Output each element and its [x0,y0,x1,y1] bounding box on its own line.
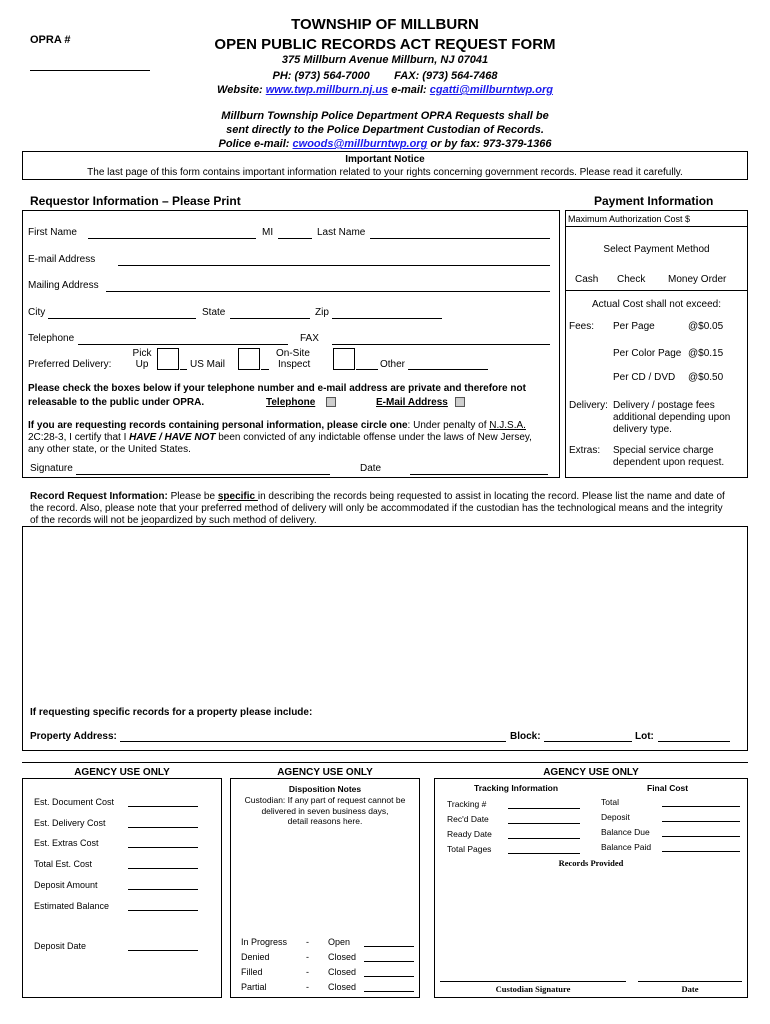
preferred-delivery-label: Preferred Delivery: [28,359,112,370]
estimated-balance-field[interactable] [128,910,198,911]
record-request-line-3: of the records will not be jeopardized by such method of delivery. [30,515,317,526]
signature-field[interactable] [76,474,330,475]
onsite-checkbox[interactable] [333,348,355,370]
city-label: City [28,307,46,318]
deposit-amount-field[interactable] [128,889,198,890]
total-est-cost-label: Total Est. Cost [34,859,93,869]
status-dash-1: - [306,937,309,947]
select-payment-method: Select Payment Method [603,244,710,255]
city-field[interactable] [48,318,196,319]
ready-date-field[interactable] [508,838,580,839]
form-title-2: OPEN PUBLIC RECORDS ACT REQUEST FORM [214,36,556,53]
deposit-amount-label: Deposit Amount [34,880,98,890]
delivery-fees-line-1: Delivery / postage fees [613,400,715,411]
mailing-address-field[interactable] [106,291,550,292]
us-mail-checkbox[interactable] [238,348,260,370]
property-address-label: Property Address: [30,731,117,742]
opra-number-label: OPRA # [30,34,71,46]
final-cost-title: Final Cost [647,783,689,793]
phone: PH: (973) 564-7000 [272,70,370,82]
status-closed-1[interactable]: Closed [328,952,357,962]
status-filled[interactable]: Filled [241,967,263,977]
payment-method-divider [566,290,747,291]
custodian-signature-label: Custodian Signature [495,984,571,994]
est-document-cost-label: Est. Document Cost [34,797,115,807]
email-label: e-mail: [391,84,427,96]
fees-label: Fees: [569,321,595,332]
telephone-field[interactable] [78,344,288,345]
est-document-cost-field[interactable] [128,806,198,807]
property-address-field[interactable] [120,741,506,742]
delivery-fees-line-3: delivery type. [613,424,672,435]
per-cd-cost: @$0.50 [688,372,724,383]
state-field[interactable] [230,318,310,319]
lot-label: Lot: [635,731,654,742]
actual-cost-label: Actual Cost shall not exceed: [592,299,721,310]
onsite-line [356,369,378,370]
per-color-page-cost: @$0.15 [688,348,724,359]
certify-text: , I certify that I [63,432,130,443]
police-email-link[interactable]: cwoods@millburntwp.org [292,138,428,150]
fax: FAX: (973) 564-7468 [394,70,498,82]
balance-due-label: Balance Due [601,827,650,837]
block-label: Block: [510,731,541,742]
private-email-checkbox[interactable] [455,397,465,407]
police-email-label: Police e-mail: [218,138,290,150]
extras-label: Extras: [569,445,601,456]
record-request-label: Record Request Information: [30,491,168,502]
date-field[interactable] [410,474,548,475]
tracking-info-title: Tracking Information [474,783,559,793]
form-title-1: TOWNSHIP OF MILLBURN [291,16,479,33]
per-color-page-label: Per Color Page [613,348,682,359]
private-email-label: E-Mail Address [376,397,448,408]
date-label: Date [360,463,382,474]
fax-label: FAX [300,333,319,344]
status-denied[interactable]: Denied [241,952,270,962]
pickup-line [180,369,187,370]
payment-heading: Payment Information [594,194,714,208]
est-delivery-cost-label: Est. Delivery Cost [34,818,106,828]
ready-date-label: Ready Date [447,829,492,839]
police-fax: or by fax: 973-379-1366 [430,138,552,150]
personal-info-penalty: : Under penalty of [407,420,490,431]
tracking-number-label: Tracking # [447,799,487,809]
police-notice-2: sent directly to the Police Department Custodian of Records. [226,124,544,136]
total-est-cost-field[interactable] [128,868,198,869]
status-closed-3-field[interactable] [364,991,414,992]
status-closed-2-field[interactable] [364,976,414,977]
last-name-label: Last Name [317,227,366,238]
final-deposit-field[interactable] [662,821,740,822]
requestor-heading: Requestor Information – Please Print [30,194,241,208]
status-open-field[interactable] [364,946,414,947]
conviction-text: been convicted of any indictable offense under the laws of New Jersey, [215,432,532,443]
personal-info-line-1 [28,420,526,431]
pickup-label-2: Up [135,359,149,370]
disposition-notes-title: Disposition Notes [288,784,362,794]
other-field[interactable] [408,369,488,370]
status-closed-3[interactable]: Closed [328,982,357,992]
deposit-date-field[interactable] [128,950,198,951]
extras-line-2: dependent upon request. [613,457,725,468]
important-notice-box [22,151,748,180]
est-delivery-cost-field[interactable] [128,827,198,828]
property-intro: If requesting specific records for a property please include: [30,707,313,718]
onsite-label-1: On-Site [276,348,310,359]
per-page-label: Per Page [613,321,655,332]
payment-cash[interactable]: Cash [575,274,599,285]
zip-field[interactable] [332,318,442,319]
last-name-field[interactable] [370,238,550,239]
opra-number-field[interactable] [30,70,150,71]
recd-date-label: Rec'd Date [447,814,489,824]
agency-title-2: AGENCY USE ONLY [277,767,373,778]
status-open[interactable]: Open [328,937,351,947]
status-in-progress[interactable]: In Progress [241,937,288,947]
recd-date-field[interactable] [508,823,580,824]
website-label: Website: [217,84,263,96]
first-name-label: First Name [28,227,77,238]
website-email-line [185,84,585,96]
email-address-field[interactable] [118,265,550,266]
statute-ref: 2C:28-3 [28,432,64,443]
custodian-date-line[interactable] [638,981,742,982]
zip-label: Zip [315,307,329,318]
delivery-label: Delivery: [569,400,608,411]
important-notice-title: Important Notice [345,154,425,165]
status-closed-1-field[interactable] [364,961,414,962]
website-link[interactable]: www.twp.millburn.nj.us [265,84,389,96]
njsa-ref: N.J.S.A. [489,420,526,431]
final-total-field[interactable] [662,806,740,807]
delivery-fees-text [613,400,730,436]
disposition-notes-text [230,795,420,827]
estimated-balance-label: Estimated Balance [34,901,110,911]
private-text-2: releasable to the public under OPRA. [28,397,205,408]
telephone-label: Telephone [28,333,75,344]
status-dash-3: - [306,967,309,977]
police-notice-1: Millburn Township Police Department OPRA Requests shall be [221,110,549,122]
police-contact-line [185,138,585,150]
record-request-text-b: in describing the records being requested to assist in locating the record. Please list the name and date of [257,491,725,502]
personal-info-line-2 [28,432,532,443]
email-link[interactable]: cgatti@millburntwp.org [429,84,553,96]
important-notice-text: The last page of this form contains important information related to your rights concerning government records. Please read it carefully. [87,167,683,178]
payment-check[interactable]: Check [617,274,646,285]
agency-title-1: AGENCY USE ONLY [74,767,170,778]
status-dash-2: - [306,952,309,962]
first-name-field[interactable] [88,238,256,239]
have-have-not-choice[interactable]: HAVE / HAVE NOT [129,432,216,443]
agency-top-rule [22,762,748,763]
max-authorization-divider [566,226,747,227]
est-extras-cost-label: Est. Extras Cost [34,838,99,848]
agency-title-3: AGENCY USE ONLY [543,767,639,778]
personal-info-intro: If you are requesting records containing personal information, please circle one [28,420,408,431]
signature-label: Signature [30,463,73,474]
block-field[interactable] [544,741,632,742]
deposit-date-label: Deposit Date [34,941,87,951]
township-address: 375 Millburn Avenue Millburn, NJ 07041 [281,54,489,66]
disposition-notes-line-2: delivered in seven business days, [261,805,389,816]
total-pages-field[interactable] [508,853,580,854]
delivery-fees-line-2: additional depending upon [613,412,731,423]
fax-field[interactable] [332,344,550,345]
balance-due-field[interactable] [662,836,740,837]
personal-info-line-3: any other state, or the United States. [28,444,191,455]
payment-money-order[interactable]: Money Order [668,274,727,285]
lot-field[interactable] [658,741,730,742]
mailing-address-label: Mailing Address [28,280,99,291]
private-telephone-label: Telephone [266,397,316,408]
status-dash-4: - [306,982,309,992]
status-closed-2[interactable]: Closed [328,967,357,977]
custodian-date-label: Date [681,984,699,994]
private-telephone-checkbox[interactable] [326,397,336,407]
total-pages-label: Total Pages [447,844,492,854]
mi-label: MI [262,227,274,238]
phone-fax-line [185,70,585,82]
disposition-notes-line-3: detail reasons here. [287,816,363,826]
record-request-line-1 [30,491,725,502]
record-request-text-a: Please be [167,491,218,502]
tracking-number-field[interactable] [508,808,580,809]
records-provided-label: Records Provided [558,858,624,868]
status-partial[interactable]: Partial [241,982,267,992]
balance-paid-field[interactable] [662,851,740,852]
disposition-notes-line-1: Custodian: If any part of request cannot be [244,795,406,805]
record-request-specific: specific [217,491,258,502]
state-label: State [202,307,226,318]
balance-paid-label: Balance Paid [601,842,652,852]
private-text-1: Please check the boxes below if your telephone number and e-mail address are private and therefore not [28,383,526,394]
final-total-label: Total [601,797,619,807]
custodian-signature-line[interactable] [440,981,626,982]
extras-text [613,445,724,469]
other-label: Other [380,359,406,370]
max-authorization-label: Maximum Authorization Cost $ [568,214,691,224]
est-extras-cost-field[interactable] [128,847,198,848]
pickup-label-1: Pick [132,348,152,359]
pickup-checkbox[interactable] [157,348,179,370]
email-address-label: E-mail Address [28,254,96,265]
record-request-line-2: the record. Also, please note that your preferred method of delivery will only be accommodated if the custodian has the technological means and the integrity [30,503,723,514]
us-mail-label: US Mail [190,359,226,370]
records-provided-area[interactable] [444,868,740,978]
us-mail-line [261,369,269,370]
final-deposit-label: Deposit [601,812,630,822]
onsite-label-2: Inspect [278,359,311,370]
per-page-cost: @$0.05 [688,321,724,332]
per-cd-label: Per CD / DVD [613,372,676,383]
mi-field[interactable] [278,238,312,239]
extras-line-1: Special service charge [613,445,714,456]
